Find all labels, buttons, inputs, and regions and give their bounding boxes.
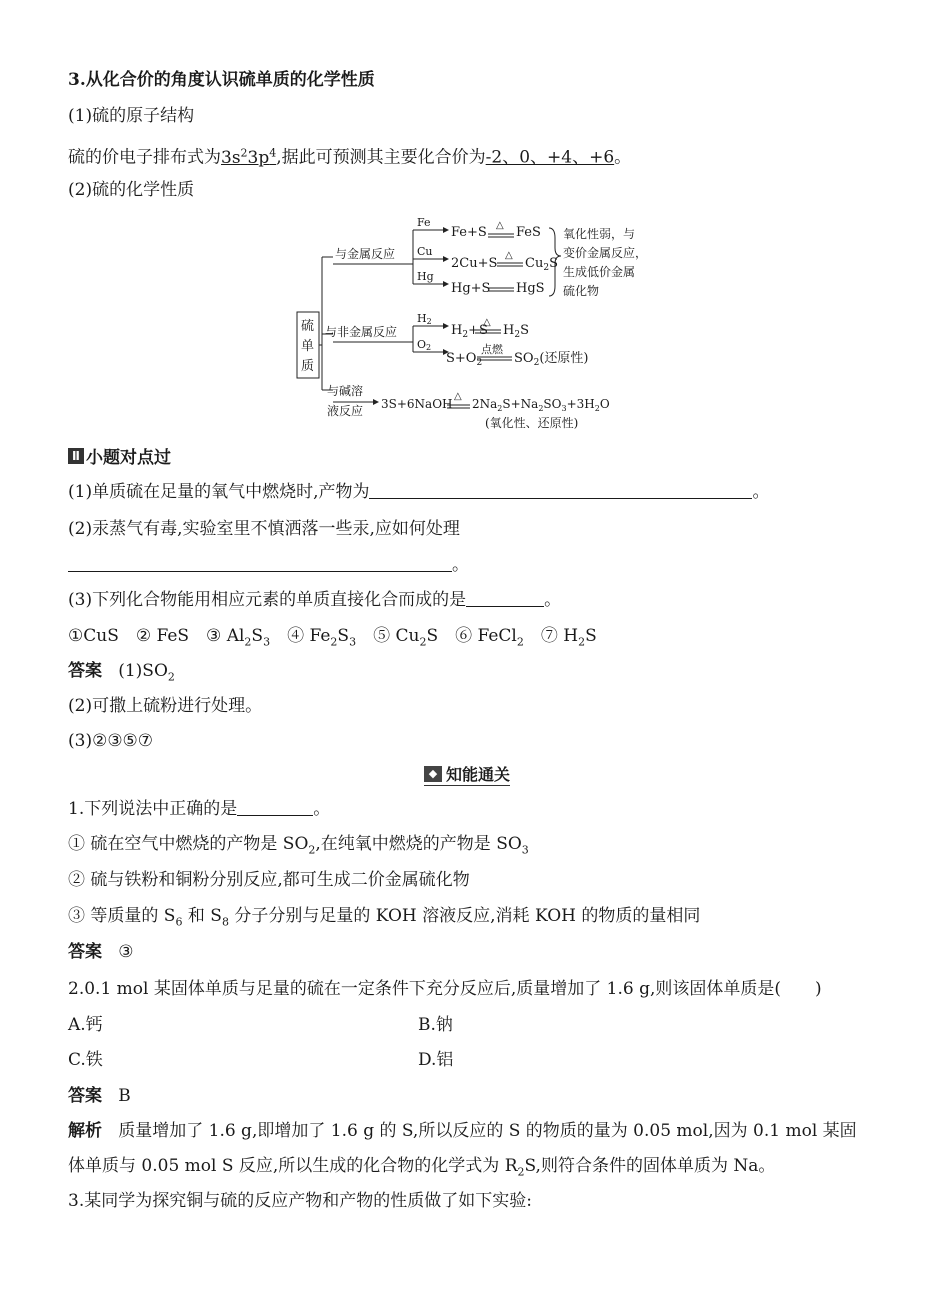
fe-label: Fe [417, 216, 431, 229]
eq-h2-reactants: $H_2+S$ [451, 323, 488, 340]
metal-note-1: 氧化性弱，与 [563, 227, 636, 241]
hg-label: Hg [417, 270, 434, 283]
practice-heading: Ⅱ 小题对点过 [68, 443, 171, 468]
eq-h2-heat: △ [483, 317, 491, 328]
practice-q2: (2)汞蒸气有毒,实验室里不慎洒落一些汞,应如何处理 [68, 519, 460, 539]
practice-answer-1: 答案 $(1)SO_2$ [68, 661, 175, 684]
eq-fe-product: FeS [516, 225, 541, 240]
mastery-explanation-line-1: 解析 质量增加了 1.6 g,即增加了 1.6 g 的 S,所以反应的 S 的物质的量为 0.05 mol,因为 0.1 mol 某固 [68, 1121, 857, 1141]
h2-label: H2 [417, 312, 432, 326]
practice-q1: (1)单质硫在足量的氧气中燃烧时,产物为 。 [68, 482, 770, 502]
valence-states: -2、0、+4、+6 [485, 147, 615, 168]
practice-answer-2: (2)可撒上硫粉进行处理。 [68, 696, 263, 716]
section-3-2-title: (2)硫的化学性质 [68, 180, 195, 200]
eq-o2-condition: 点燃 [481, 343, 503, 356]
branch-alkali-label-a: 与碱溶 [327, 384, 364, 398]
branch-nonmetal-label: 与非金属反应 [325, 325, 398, 339]
eq-fe-heat: △ [496, 220, 504, 231]
diamond-icon: ◆ [424, 766, 442, 782]
answer-blank[interactable] [68, 553, 452, 572]
mastery-q2: 2.0.1 mol 某固体单质与足量的硫在一定条件下充分反应后,质量增加了 1.6 g,则该固体单质是( ) [68, 979, 822, 999]
eq-cu-heat: △ [505, 250, 513, 261]
metal-note-4: 硫化物 [563, 284, 600, 298]
eq-h2-product: $H_2S$ [503, 323, 529, 340]
practice-q2-blank-line: 。 [68, 553, 469, 577]
section-3-title: 3.从化合价的角度认识硫单质的化学性质 [68, 70, 375, 90]
root-label-1: 硫 [301, 319, 315, 334]
mastery-q2-option-b: B.钠 [418, 1015, 453, 1035]
practice-q3: (3)下列化合物能用相应元素的单质直接化合而成的是 。 [68, 590, 562, 610]
eq-o2-reactants: $S+O_2$ [446, 351, 483, 368]
eq-fe-reactants: Fe+S [451, 225, 487, 240]
mastery-heading: ◆ 知能通关 [424, 762, 510, 786]
diagram-svg [295, 212, 655, 434]
section-marker-icon: Ⅱ [68, 448, 84, 464]
naoh-note: (氧化性、还原性) [485, 416, 579, 430]
sulfur-reaction-diagram [295, 212, 655, 434]
eq-hg-product: HgS [516, 281, 545, 296]
eq-naoh-products: $2Na_2S+Na_2SO_3+3H_2O$ [472, 397, 610, 413]
eq-cu-reactants: 2Cu+S [451, 256, 498, 271]
cu-label: Cu [417, 245, 433, 258]
mastery-explanation-line-2: 体单质与 0.05 mol S 反应,所以生成的化合物的化学式为 $R_2S$,则符合条件的固体单质为 Na。 [68, 1156, 776, 1179]
root-label-3: 质 [301, 359, 315, 374]
eq-naoh-heat: △ [454, 391, 462, 402]
mastery-q1: 1.下列说法中正确的是 。 [68, 799, 331, 819]
root-label-2: 单 [301, 339, 315, 354]
eq-cu-product: $Cu_2S$ [525, 256, 558, 273]
practice-answer-3: (3)②③⑤⑦ [68, 731, 154, 751]
mastery-answer-2: 答案 B [68, 1086, 131, 1106]
practice-q3-options: ①CuS ② FeS ③ $Al_2S_3$ ④ $Fe_2S_3$ ⑤ $Cu_2S$ ⑥ FeCl$_2$ ⑦ $H_2S$ [68, 626, 597, 649]
eq-o2-product: $SO_2$(还原性) [514, 351, 589, 368]
mastery-q1-statement-1: ① 硫在空气中燃烧的产物是 $SO_2$,在纯氧中燃烧的产物是 $SO_3$ [68, 834, 529, 857]
eq-hg-reactants: Hg+S [451, 281, 491, 296]
mastery-q1-statement-3: ③ 等质量的 $S_6$ 和 $S_8$ 分子分别与足量的 KOH 溶液反应,消耗 KOH 的物质的量相同 [68, 906, 701, 929]
mastery-answer-1: 答案 ③ [68, 942, 134, 962]
metal-note-3: 生成低价金属 [563, 265, 636, 279]
branch-alkali-label-b: 液反应 [327, 404, 364, 418]
section-3-1-title: (1)硫的原子结构 [68, 106, 195, 126]
electron-config-line: 硫的价电子排布式为$3s^23p^4$,据此可预测其主要化合价为-2、0、+4、+6。 [68, 146, 632, 168]
mastery-q2-option-a: A.钙 [68, 1015, 103, 1035]
mastery-q3: 3.某同学为探究铜与硫的反应产物和产物的性质做了如下实验: [68, 1191, 532, 1211]
valence-config: $3s^23p^4$ [221, 146, 277, 168]
mastery-q2-option-c: C.铁 [68, 1050, 103, 1070]
mastery-q1-statement-2: ② 硫与铁粉和铜粉分别反应,都可生成二价金属硫化物 [68, 870, 470, 890]
branch-metal-label: 与金属反应 [335, 247, 396, 261]
answer-blank[interactable] [237, 797, 313, 816]
o2-label: O2 [417, 338, 432, 352]
mastery-q2-option-d: D.铝 [418, 1050, 454, 1070]
eq-naoh-reactants: 3S+6NaOH [381, 397, 453, 411]
answer-blank[interactable] [466, 588, 544, 607]
metal-note-2: 变价金属反应， [563, 246, 648, 260]
answer-blank[interactable] [369, 480, 752, 499]
